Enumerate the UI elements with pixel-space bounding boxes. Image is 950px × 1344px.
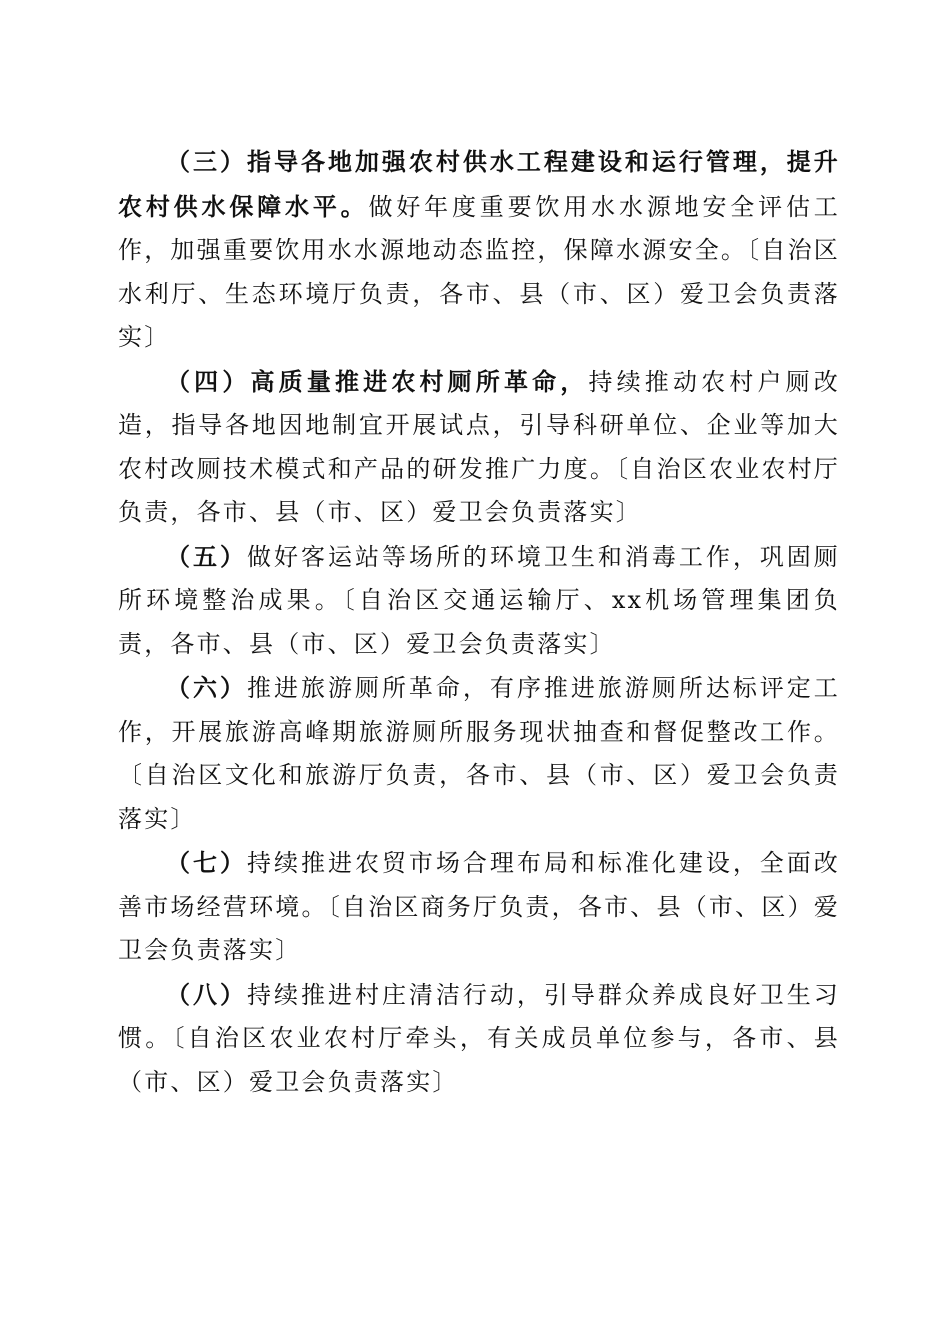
paragraph-lead: （五） <box>166 541 247 571</box>
paragraph-5 <box>118 535 840 667</box>
paragraph-lead: （三）指导各地加强农村供水工程建设和运行管理，提升农村供水保障水平。 <box>118 147 840 221</box>
document-body <box>118 140 840 1104</box>
paragraph-lead: （八） <box>166 979 247 1009</box>
paragraph-8 <box>118 973 840 1105</box>
paragraph-6 <box>118 666 840 841</box>
paragraph-3 <box>118 140 840 360</box>
paragraph-text: 推进旅游厕所革命，有序推进旅游厕所达标评定工作，开展旅游高峰期旅游厕所服务现状抽查和督促整改工作。〔自治区文化和旅游厅负责，各市、县（市、区）爱卫会负责落实〕 <box>118 674 840 833</box>
paragraph-text: 持续推进村庄清洁行动，引导群众养成良好卫生习惯。〔自治区农业农村厅牵头，有关成员单位参与，各市、县（市、区）爱卫会负责落实〕 <box>118 980 840 1096</box>
paragraph-lead: （六） <box>166 673 247 702</box>
paragraph-4 <box>118 360 840 535</box>
paragraph-text: 持续推动农村户厕改造，指导各地因地制宜开展试点，引导科研单位、企业等加大农村改厕技术模式和产品的研发推广力度。〔自治区农业农村厅负责，各市、县（市、区）爱卫会负责落实〕 <box>118 367 840 526</box>
paragraph-7 <box>118 841 840 973</box>
paragraph-text: 做好年度重要饮用水水源地安全评估工作，加强重要饮用水水源地动态监控，保障水源安全。〔自治区水利厅、生态环境厅负责，各市、县（市、区）爱卫会负责落实〕 <box>118 192 840 351</box>
paragraph-lead: （四）高质量推进农村厕所革命， <box>166 366 589 396</box>
paragraph-lead: （七） <box>166 848 247 877</box>
paragraph-text: 持续推进农贸市场合理布局和标准化建设，全面改善市场经营环境。〔自治区商务厅负责，各市、县（市、区）爱卫会负责落实〕 <box>118 849 840 964</box>
paragraph-text: 做好客运站等场所的环境卫生和消毒工作，巩固厕所环境整治成果。〔自治区交通运输厅、xx机场管理集团负责，各市、县（市、区）爱卫会负责落实〕 <box>118 542 840 658</box>
